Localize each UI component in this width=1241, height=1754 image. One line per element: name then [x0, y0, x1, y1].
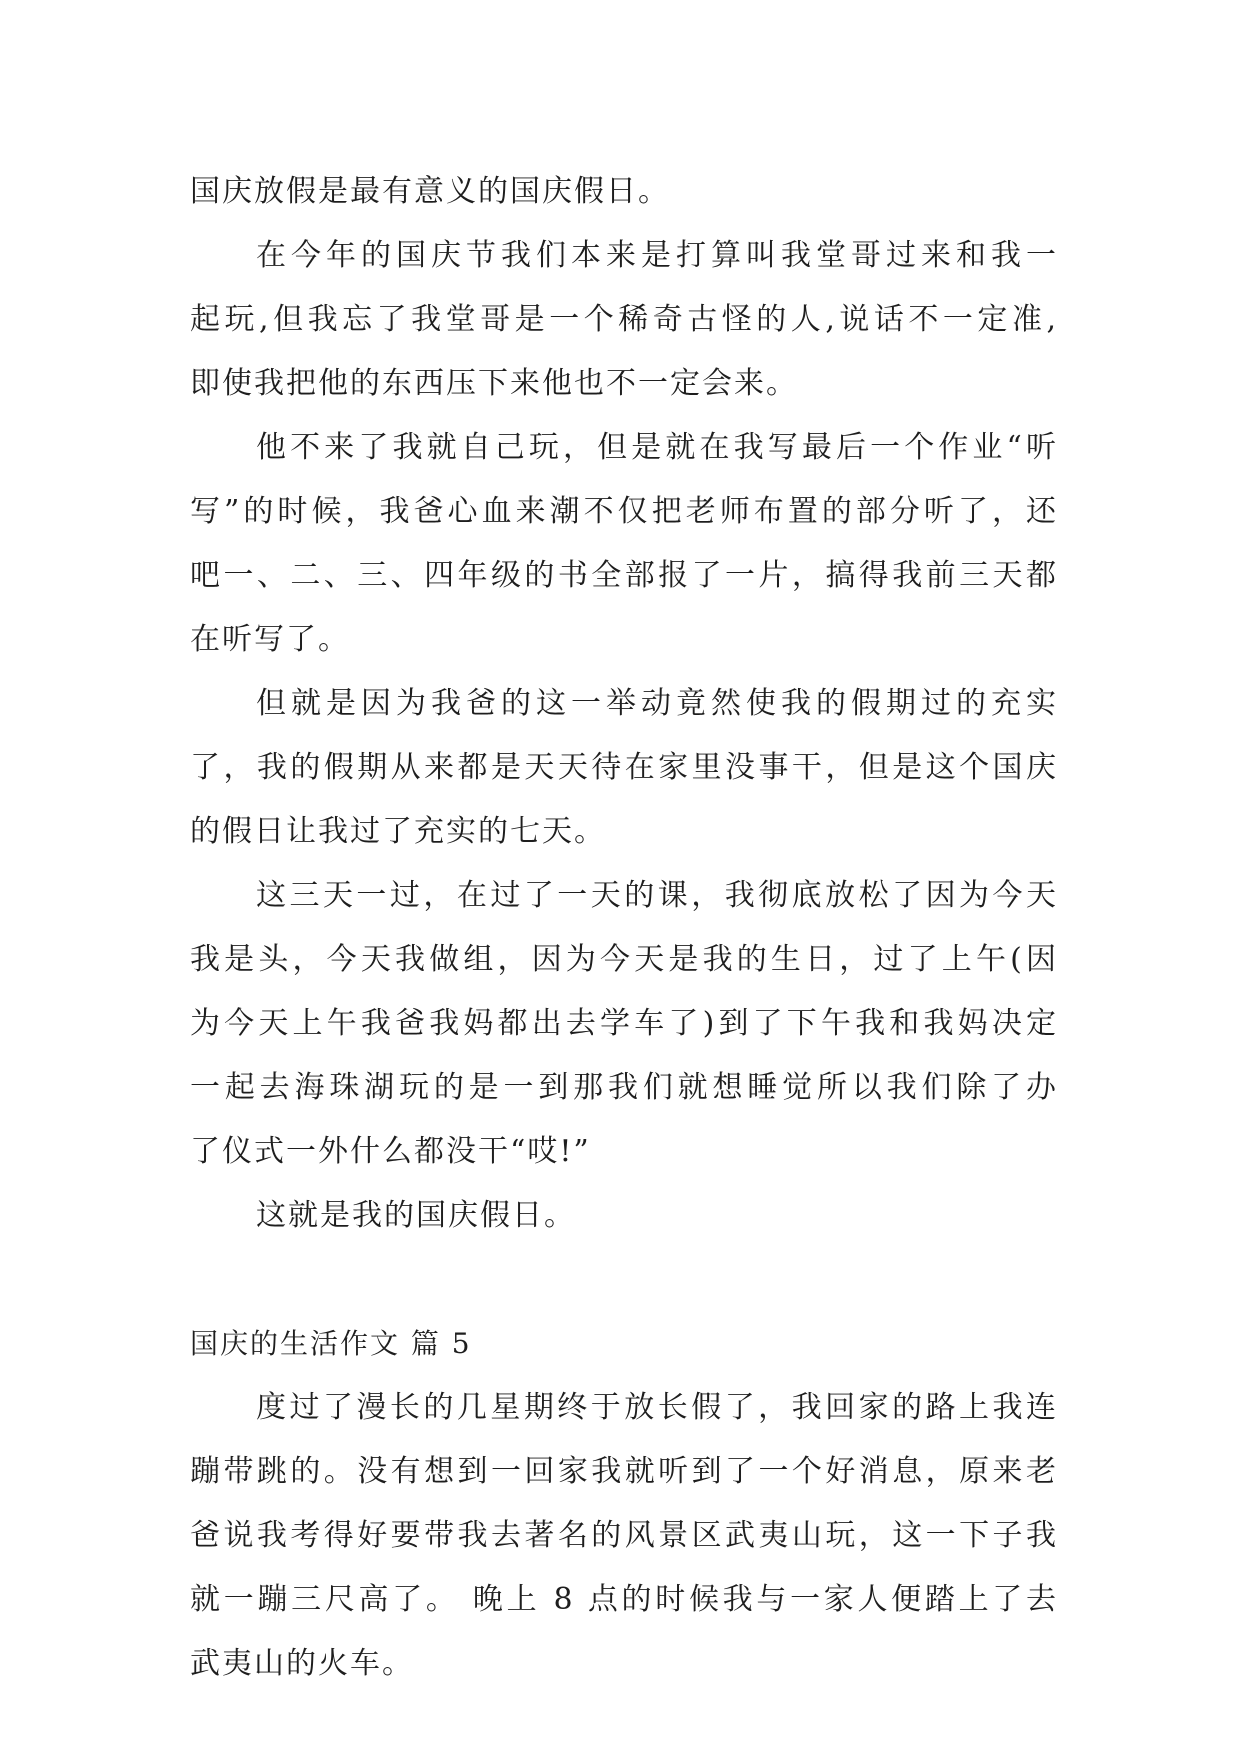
paragraph-line: 这三天一过，在过了一天的课，我彻底放松了因为今天 — [256, 878, 1058, 913]
paragraph-line: 就一蹦三尺高了。 晚上 8 点的时候我与一家人便踏上了去 — [190, 1582, 1058, 1617]
paragraph-line: 起玩,但我忘了我堂哥是一个稀奇古怪的人,说话不一定准, — [190, 302, 1058, 337]
section-gap — [190, 1248, 1058, 1312]
paragraph-line: 国庆放假是最有意义的国庆假日。 — [190, 174, 670, 209]
paragraph-line: 爸说我考得好要带我去著名的风景区武夷山玩，这一下子我 — [190, 1518, 1058, 1553]
paragraph-line: 吧一、二、三、四年级的书全部报了一片，搞得我前三天都 — [190, 558, 1058, 593]
paragraph-line: 他不来了我就自己玩，但是就在我写最后一个作业“听 — [256, 430, 1058, 465]
paragraph-line: 了仪式一外什么都没干“哎!” — [190, 1134, 591, 1169]
paragraph-line: 的假日让我过了充实的七天。 — [190, 814, 606, 849]
paragraph-line: 写”的时候，我爸心血来潮不仅把老师布置的部分听了，还 — [190, 494, 1058, 529]
paragraph-line: 但就是因为我爸的这一举动竟然使我的假期过的充实 — [256, 686, 1058, 721]
paragraph-line: 了，我的假期从来都是天天待在家里没事干，但是这个国庆 — [190, 750, 1058, 785]
paragraph-line: 这就是我的国庆假日。 — [256, 1198, 576, 1233]
paragraph-line: 武夷山的火车。 — [190, 1646, 414, 1681]
paragraph-line: 度过了漫长的几星期终于放长假了，我回家的路上我连 — [256, 1390, 1058, 1425]
paragraph-line: 蹦带跳的。没有想到一回家我就听到了一个好消息，原来老 — [190, 1454, 1058, 1489]
paragraph-line: 在听写了。 — [190, 622, 350, 657]
paragraph-line: 在今年的国庆节我们本来是打算叫我堂哥过来和我一 — [256, 238, 1058, 273]
paragraph-line: 一起去海珠湖玩的是一到那我们就想睡觉所以我们除了办 — [190, 1070, 1058, 1105]
section-title: 国庆的生活作文 篇 5 — [190, 1327, 472, 1360]
paragraph-line: 即使我把他的东西压下来他也不一定会来。 — [190, 366, 798, 401]
paragraph-line: 我是头，今天我做组，因为今天是我的生日，过了上午(因 — [190, 942, 1058, 977]
paragraph-line: 为今天上午我爸我妈都出去学车了)到了下午我和我妈决定 — [190, 1006, 1058, 1041]
document-page — [190, 160, 1058, 1696]
